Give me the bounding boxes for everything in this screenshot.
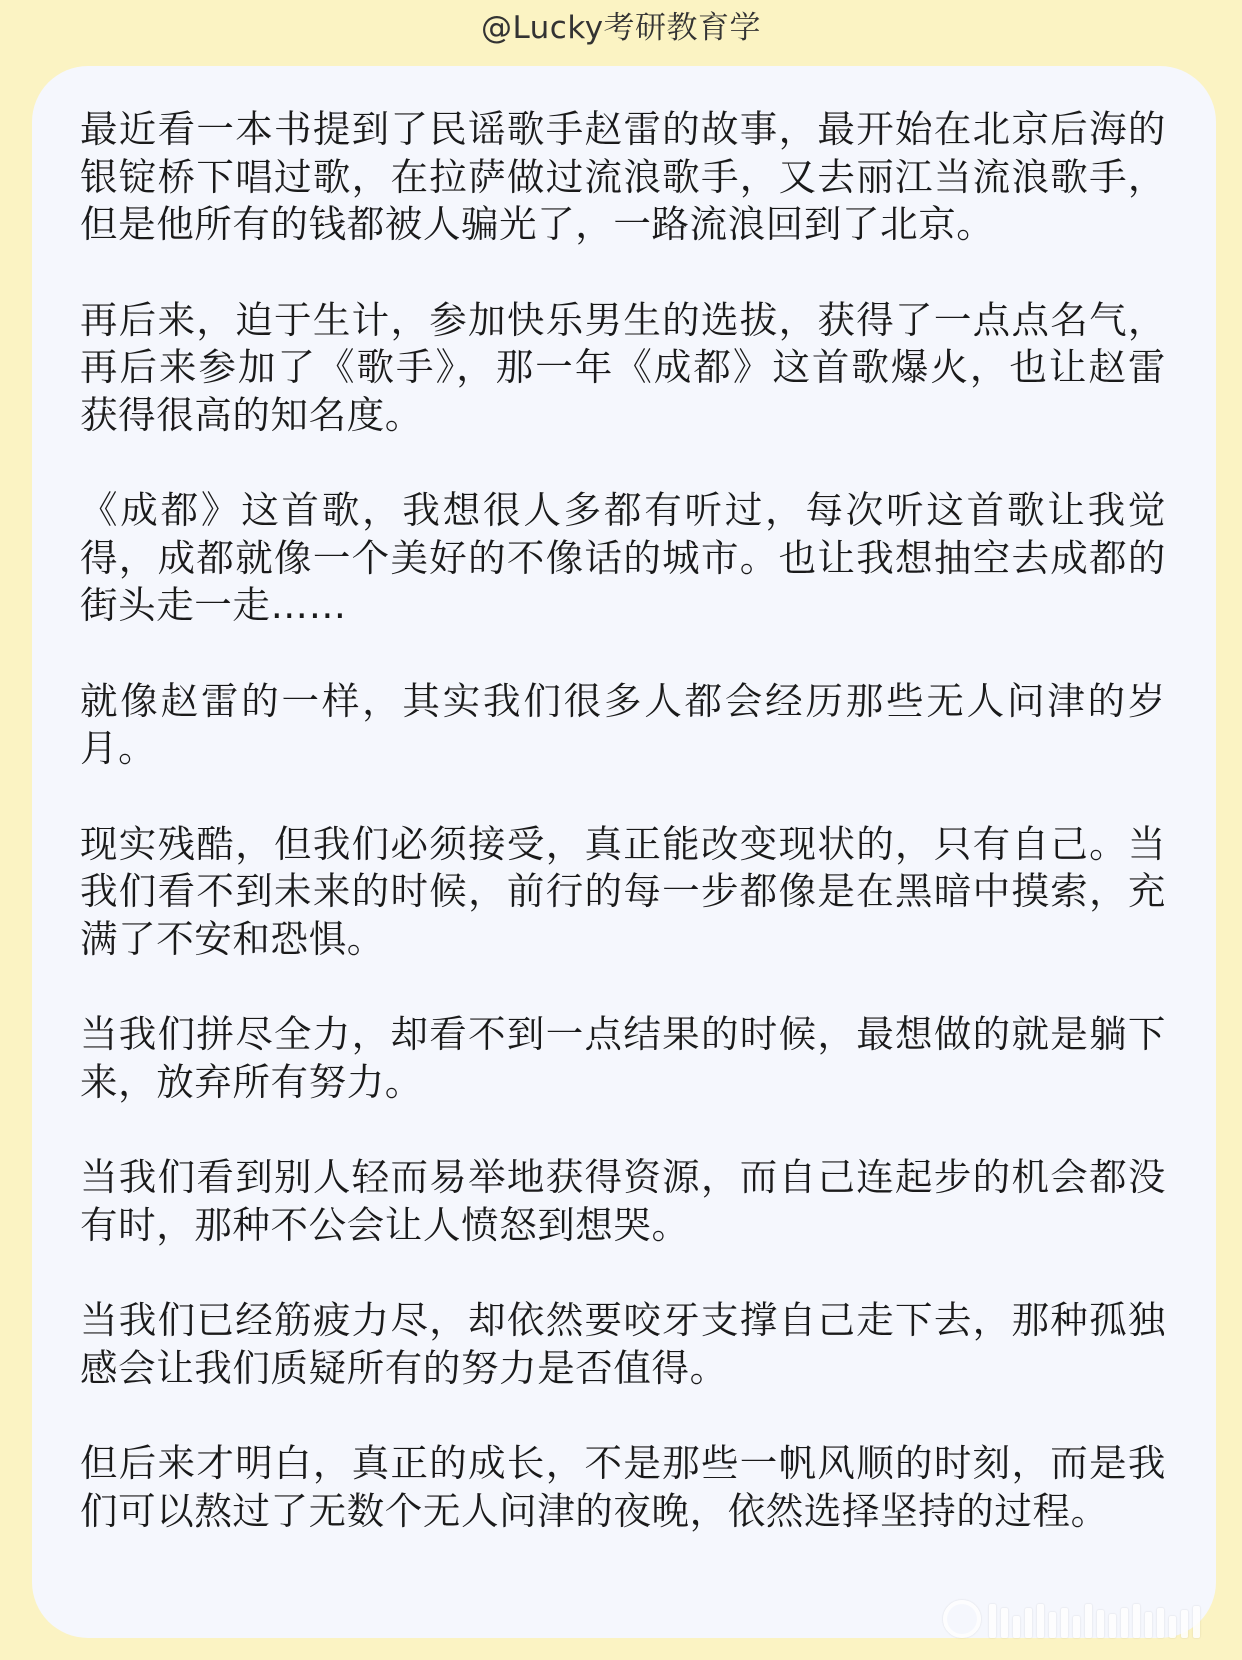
paragraph-6: 当我们拼尽全力，却看不到一点结果的时候，最想做的就是躺下来，放弃所有努力。: [80, 1012, 1166, 1104]
paragraph-8: 当我们已经筋疲力尽，却依然要咬牙支撑自己走下去，那种孤独感会让我们质疑所有的努力是否值得。: [80, 1298, 1166, 1390]
paragraph-1: 最近看一本书提到了民谣歌手赵雷的故事，最开始在北京后海的银锭桥下唱过歌，在拉萨做过流浪歌手，又去丽江当流浪歌手，但是他所有的钱都被人骗光了，一路流浪回到了北京。: [80, 107, 1166, 246]
watermark-bars: [989, 1602, 1200, 1638]
author-handle: @Lucky考研教育学: [480, 10, 762, 46]
paragraph-2: 再后来，迫于生计，参加快乐男生的选拔，获得了一点点名气，再后来参加了《歌手》，那一年《成都》这首歌爆火，也让赵雷获得很高的知名度。: [80, 297, 1166, 437]
paragraph-4: 就像赵雷的一样，其实我们很多人都会经历那些无人问津的岁月。: [80, 678, 1166, 770]
paragraph-7: 当我们看到别人轻而易举地获得资源，而自己连起步的机会都没有时，那种不公会让人愤怒到想哭。: [80, 1155, 1166, 1247]
watermark-circle: [943, 1600, 981, 1638]
weibo-watermark-icon: [943, 1600, 1200, 1638]
article-card: [32, 66, 1216, 1638]
paragraph-9: 但后来才明白，真正的成长，不是那些一帆风顺的时刻，而是我们可以熬过了无数个无人问津的夜晚，依然选择坚持的过程。: [80, 1441, 1166, 1533]
paragraph-5: 现实残酷，但我们必须接受，真正能改变现状的，只有自己。当我们看不到未来的时候，前行的每一步都像是在黑暗中摸索，充满了不安和恐惧。: [80, 821, 1166, 961]
paragraph-3: 《成都》这首歌，我想很人多都有听过，每次听这首歌让我觉得，成都就像一个美好的不像话的城市。也让我想抽空去成都的街头走一走……: [80, 488, 1166, 627]
